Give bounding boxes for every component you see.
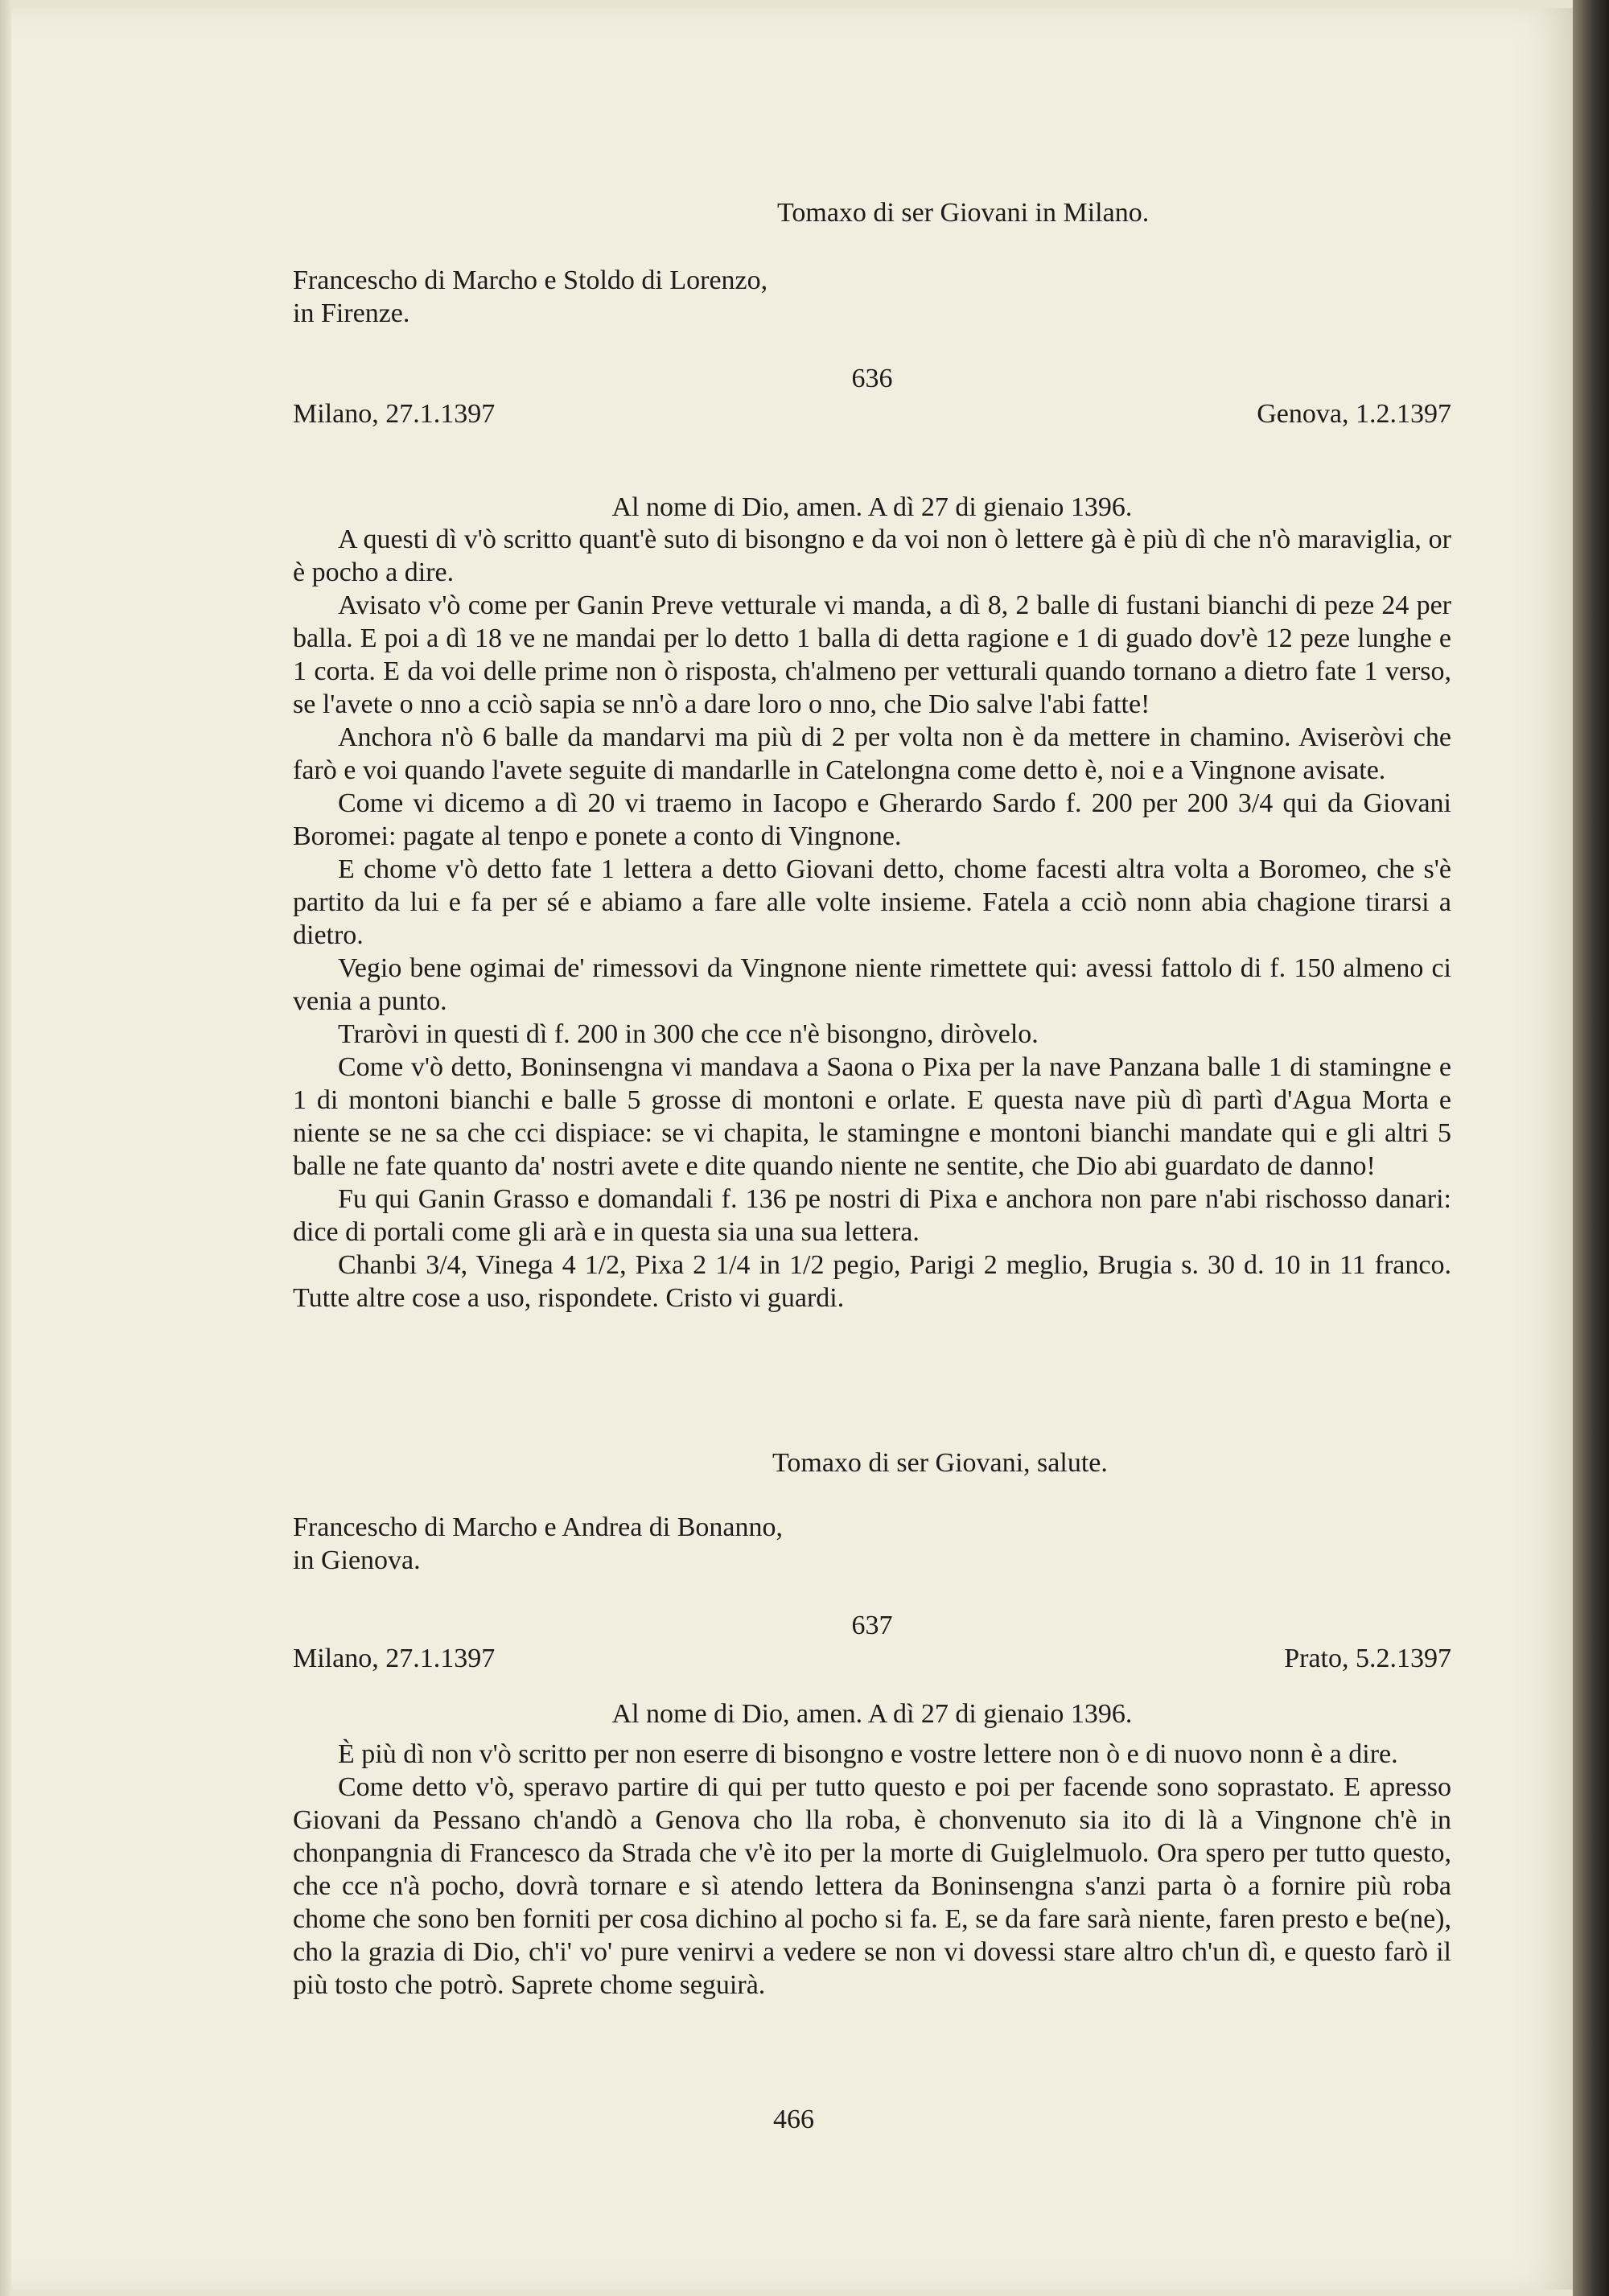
paragraph: Traròvi in questi dì f. 200 in 300 che cce n'è bisongno, diròvelo.	[338, 1019, 1039, 1049]
letter-origin: Milano, 27.1.1397	[293, 399, 496, 429]
paragraph: Anchora n'ò 6 balle da mandarvi ma più di 2 per volta non è da mettere in chamino. Aviseròvi che farò e voi quando l'avete seguite di mandarlle in Catelongna come detto è, noi e a Vingnone avisate.	[293, 722, 1451, 785]
previous-letter-signature: Tomaxo di ser Giovani in Milano.	[777, 198, 1150, 228]
paragraph: Come detto v'ò, speravo partire di qui per tutto questo e poi per facende sono soprastato. E apresso Giovani da Pessano ch'andò a Genova cho lla roba, è chonvenuto sia ito di là a Vingnone ch'è in chonpangnia di Francesco da Strada che v'è ito per la morte di Guiglelmuolo. Ora spero per tutto questo, che cce n'à pocho, dovrà tornare e sì atendo lettera da Boninsengna s'anzi parta ò a fornire più roba chome che sono ben forniti per cosa dichino al pocho si fa. E, se da fare sarà niente, faren presto e be(ne), cho la grazia di Dio, ch'i' vo' pure venirvi a vedere se non vi dovessi stare altro ch'un dì, e questo farò il più tosto che potrò. Saprete chome seguirà.	[293, 1772, 1451, 2000]
letter-637-recipient	[293, 1511, 1451, 1577]
letter-destination: Prato, 5.2.1397	[1284, 1644, 1451, 1673]
letter-636-invocation: Al nome di Dio, amen. A dì 27 di gienaio 1396.	[611, 492, 1133, 522]
letter-637-body	[293, 1738, 1451, 2002]
letter-637-invocation: Al nome di Dio, amen. A dì 27 di gienaio 1396.	[611, 1699, 1133, 1729]
letter-636-body	[293, 523, 1451, 1315]
paragraph: E chome v'ò detto fate 1 lettera a detto Giovani detto, chome facesti altra volta a Boromeo, che s'è partito da lui e fa per sé e abiamo a fare alle volte insieme. Fatela a cciò nonn abia chagione tirarsi a dietro.	[293, 854, 1451, 950]
recipient-line: in Firenze.	[293, 298, 410, 328]
letter-origin: Milano, 27.1.1397	[293, 1644, 496, 1673]
letter-636-closing	[293, 1446, 1451, 1479]
paragraph: A questi dì v'ò scritto quant'è suto di bisongno e da voi non ò lettere gà è più dì che n'ò maraviglia, or è pocho a dire.	[293, 525, 1451, 587]
recipient-line: in Gienova.	[293, 1545, 421, 1575]
letter-636-dateline	[293, 397, 1451, 430]
book-page	[11, 8, 1576, 2290]
letter-636-recipient	[293, 264, 1451, 330]
paragraph: Vegio bene ogimai de' rimessovi da Vingnone niente rimettete qui: avessi fattolo di f. 150 almeno ci venia a punto.	[293, 953, 1451, 1016]
paragraph: Chanbi 3/4, Vinega 4 1/2, Pixa 2 1/4 in 1/2 pegio, Parigi 2 meglio, Brugia s. 30 d. 10 in 11 franco. Tutte altre cose a uso, rispondete. Cristo vi guardi.	[293, 1250, 1451, 1313]
recipient-line: Francescho di Marcho e Stoldo di Lorenzo,	[293, 265, 768, 295]
letter-number-636: 636	[851, 364, 893, 393]
closing-signature: Tomaxo di ser Giovani, salute.	[772, 1448, 1108, 1478]
letter-destination: Genova, 1.2.1397	[1257, 399, 1451, 429]
book-spine	[1573, 0, 1609, 2296]
letter-number-637: 637	[851, 1611, 893, 1640]
page-number: 466	[773, 2105, 814, 2134]
paragraph: Come vi dicemo a dì 20 vi traemo in Iacopo e Gherardo Sardo f. 200 per 200 3/4 qui da Giovani Boromei: pagate al tenpo e ponete a conto di Vingnone.	[293, 788, 1451, 851]
page-left-edge	[0, 0, 11, 2296]
paragraph: Avisato v'ò come per Ganin Preve vetturale vi manda, a dì 8, 2 balle di fustani bianchi di peze 24 per balla. E poi a dì 18 ve ne mandai per lo detto 1 balla di detta ragione e 1 di guado dov'è 12 peze lunghe e 1 corta. E da voi delle prime non ò risposta, ch'almeno per vetturali quando tornano a dietro fate 1 verso, se l'avete o nno a cciò sapia se nn'ò a dare loro o nno, che Dio salve l'abi fatte!	[293, 590, 1451, 719]
paragraph: Come v'ò detto, Boninsengna vi mandava a Saona o Pixa per la nave Panzana balle 1 di stamingne e 1 di montoni bianchi e balle 5 grosse di montoni e orlate. E questa nave più dì partì d'Agua Morta e niente se ne sa che cci dispiace: se vi chapita, le stamingne e montoni bianchi mandate qui e gli altri 5 balle ne fate quanto da' nostri avete e dite quando niente ne sentite, che Dio abi guardato de danno!	[293, 1052, 1451, 1181]
letter-637-block	[293, 1511, 1451, 1730]
letter-637-dateline	[293, 1642, 1451, 1675]
recipient-line: Francescho di Marcho e Andrea di Bonanno,	[293, 1512, 783, 1542]
paragraph: È più dì non v'ò scritto per non eserre di bisongno e vostre lettere non ò e di nuovo nonn è a dire.	[338, 1739, 1398, 1769]
paragraph: Fu qui Ganin Grasso e domandali f. 136 pe nostri di Pixa e anchora non pare n'abi rischosso danari: dice di portali come gli arà e in questa sia una sua lettera.	[293, 1184, 1451, 1247]
